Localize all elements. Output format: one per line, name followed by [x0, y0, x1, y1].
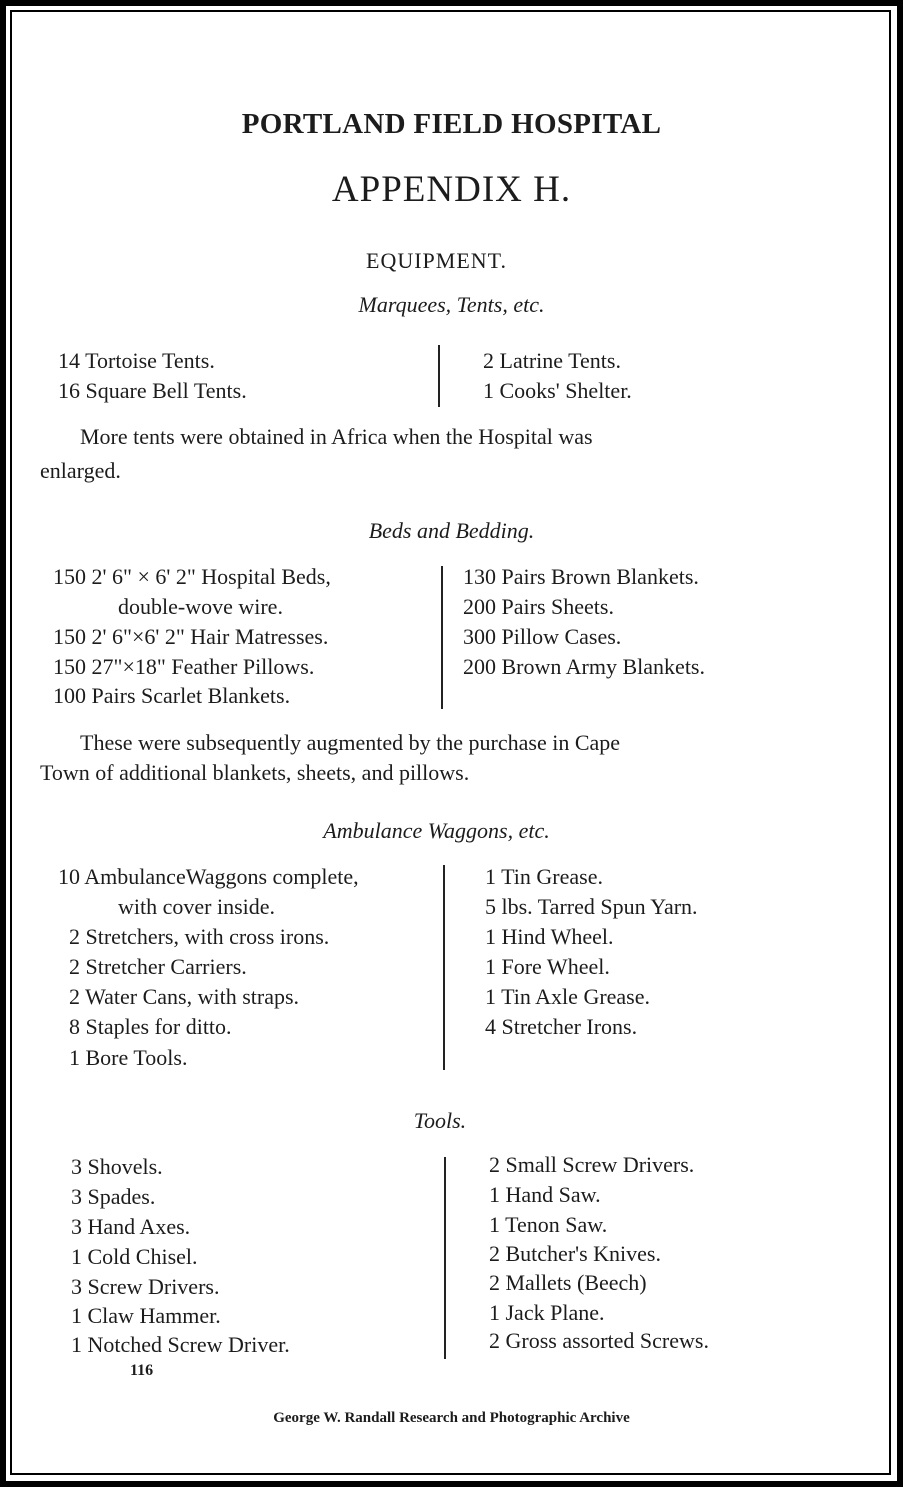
list-item: [40, 346, 215, 376]
appendix-title: APPENDIX H.: [331, 169, 572, 210]
beds-note-line2: Town of additional blankets, sheets, and pillows.: [40, 760, 470, 785]
item-text: Stretcher Carriers.: [85, 954, 247, 979]
list-item: [40, 922, 329, 952]
list-item: [40, 1043, 187, 1073]
list-item: [466, 892, 698, 922]
section-heading-beds: Beds and Bedding.: [368, 518, 535, 543]
list-item: [456, 652, 705, 682]
item-text: Pairs Scarlet Blankets.: [91, 683, 291, 708]
list-item: [478, 1150, 694, 1180]
item-qty: 2: [489, 1270, 500, 1295]
list-item: [118, 892, 275, 922]
list-item: [40, 562, 331, 592]
item-text: Stretcher Irons.: [501, 1014, 638, 1039]
list-item: [466, 862, 603, 892]
item-qty: 1: [69, 1045, 80, 1070]
item-text: Claw Hammer.: [87, 1303, 221, 1328]
item-qty: 200: [463, 654, 496, 679]
list-item: [40, 652, 314, 682]
section-heading-tools: Tools.: [413, 1108, 467, 1133]
list-item: [478, 1298, 604, 1328]
list-item: [60, 1212, 190, 1242]
item-qty: 150: [53, 654, 86, 679]
list-item: [466, 982, 650, 1012]
item-text: Pillow Cases.: [501, 624, 622, 649]
item-text: Latrine Tents.: [499, 348, 621, 373]
column-divider: [444, 1157, 446, 1359]
list-item: [468, 376, 632, 406]
item-text: Tenon Saw.: [505, 1212, 608, 1237]
item-text: Water Cans, with straps.: [85, 984, 300, 1009]
list-item: [40, 376, 247, 406]
item-qty: 1: [485, 864, 496, 889]
item-qty: 3: [71, 1184, 82, 1209]
item-text: Cooks' Shelter.: [499, 378, 632, 403]
item-qty: 3: [71, 1214, 82, 1239]
item-text: Square Bell Tents.: [85, 378, 247, 403]
item-qty: 1: [489, 1300, 500, 1325]
list-item: [60, 1242, 198, 1272]
item-text: Brown Army Blankets.: [501, 654, 705, 679]
item-text: with cover inside.: [118, 894, 276, 919]
marquees-note-line2: enlarged.: [40, 458, 121, 483]
list-item: [40, 952, 247, 982]
item-text: AmbulanceWaggons complete,: [84, 864, 359, 889]
item-text: Hand Axes.: [87, 1214, 191, 1239]
column-divider: [443, 865, 445, 1070]
item-text: Fore Wheel.: [501, 954, 610, 979]
list-item: [118, 592, 283, 622]
list-item: [40, 681, 290, 711]
marquees-note-line1: More tents were obtained in Africa when the Hospital was: [80, 424, 593, 449]
item-text: 2' 6"×6' 2" Hair Matresses.: [91, 624, 329, 649]
item-text: Gross assorted Screws.: [505, 1328, 709, 1353]
item-text: 2' 6" × 6' 2" Hospital Beds,: [91, 564, 331, 589]
list-item: [466, 1012, 637, 1042]
list-item: [60, 1152, 163, 1182]
item-text: Stretchers, with cross irons.: [85, 924, 330, 949]
list-item: [478, 1180, 601, 1210]
item-qty: 3: [71, 1154, 82, 1179]
list-item: [40, 622, 328, 652]
item-text: Butcher's Knives.: [505, 1241, 661, 1266]
item-text: Pairs Brown Blankets.: [501, 564, 699, 589]
list-item: [478, 1268, 647, 1298]
item-qty: 16: [58, 378, 80, 403]
item-text: Shovels.: [87, 1154, 163, 1179]
item-text: Tin Axle Grease.: [501, 984, 651, 1009]
column-divider: [441, 566, 443, 709]
item-text: Tin Grease.: [501, 864, 603, 889]
item-qty: 2: [483, 348, 494, 373]
item-text: Cold Chisel.: [87, 1244, 198, 1269]
item-qty: 2: [69, 984, 80, 1009]
list-item: [40, 982, 299, 1012]
item-qty: 150: [53, 624, 86, 649]
item-text: Spades.: [87, 1184, 156, 1209]
item-qty: 2: [489, 1241, 500, 1266]
list-item: [60, 1330, 290, 1360]
item-text: Tortoise Tents.: [85, 348, 215, 373]
list-item: [60, 1301, 221, 1331]
item-qty: 300: [463, 624, 496, 649]
list-item: [478, 1326, 709, 1356]
list-item: [40, 862, 359, 892]
list-item: [468, 346, 621, 376]
beds-note-line1: These were subsequently augmented by the purchase in Cape: [80, 730, 621, 755]
item-qty: 1: [485, 984, 496, 1009]
item-qty: 1: [71, 1244, 82, 1269]
section-heading-marquees: Marquees, Tents, etc.: [358, 292, 545, 317]
item-text: lbs. Tarred Spun Yarn.: [501, 894, 698, 919]
list-item: [456, 592, 614, 622]
item-qty: 8: [69, 1014, 80, 1039]
item-qty: 130: [463, 564, 496, 589]
item-qty: 1: [483, 378, 494, 403]
item-text: Mallets (Beech): [505, 1270, 647, 1295]
section-heading-ambulance: Ambulance Waggons, etc.: [323, 818, 550, 843]
column-divider: [438, 345, 440, 407]
item-qty: 100: [53, 683, 86, 708]
item-text: Screw Drivers.: [87, 1274, 220, 1299]
item-qty: 1: [71, 1303, 82, 1328]
list-item: [466, 922, 614, 952]
item-text: Notched Screw Driver.: [87, 1332, 290, 1357]
item-qty: 2: [489, 1328, 500, 1353]
item-qty: 1: [489, 1182, 500, 1207]
list-item: [456, 622, 621, 652]
item-text: Hand Saw.: [505, 1182, 601, 1207]
item-text: Pairs Sheets.: [501, 594, 614, 619]
list-item: [466, 952, 610, 982]
archive-credit: George W. Randall Research and Photographic Archive: [273, 1410, 630, 1426]
list-item: [456, 562, 699, 592]
item-qty: 14: [58, 348, 80, 373]
list-item: [478, 1239, 661, 1269]
item-text: Staples for ditto.: [85, 1014, 232, 1039]
item-qty: 2: [69, 924, 80, 949]
page-number: 116: [130, 1362, 154, 1379]
item-text: double-wove wire.: [118, 594, 283, 619]
item-qty: 2: [69, 954, 80, 979]
list-item: [40, 1012, 232, 1042]
item-text: 27"×18" Feather Pillows.: [91, 654, 315, 679]
list-item: [60, 1182, 155, 1212]
item-qty: 4: [485, 1014, 496, 1039]
item-qty: 1: [485, 954, 496, 979]
item-text: Jack Plane.: [505, 1300, 605, 1325]
item-qty: 1: [485, 924, 496, 949]
item-qty: 10: [58, 864, 80, 889]
item-qty: 1: [489, 1212, 500, 1237]
item-qty: 2: [489, 1152, 500, 1177]
item-text: Hind Wheel.: [501, 924, 614, 949]
item-qty: 5: [485, 894, 496, 919]
item-text: Small Screw Drivers.: [505, 1152, 695, 1177]
item-qty: 1: [71, 1332, 82, 1357]
item-text: Bore Tools.: [85, 1045, 188, 1070]
item-qty: 3: [71, 1274, 82, 1299]
list-item: [60, 1272, 219, 1302]
item-qty: 200: [463, 594, 496, 619]
item-qty: 150: [53, 564, 86, 589]
list-item: [478, 1210, 607, 1240]
page-title: PORTLAND FIELD HOSPITAL: [241, 108, 662, 140]
equipment-heading: EQUIPMENT.: [366, 248, 507, 273]
